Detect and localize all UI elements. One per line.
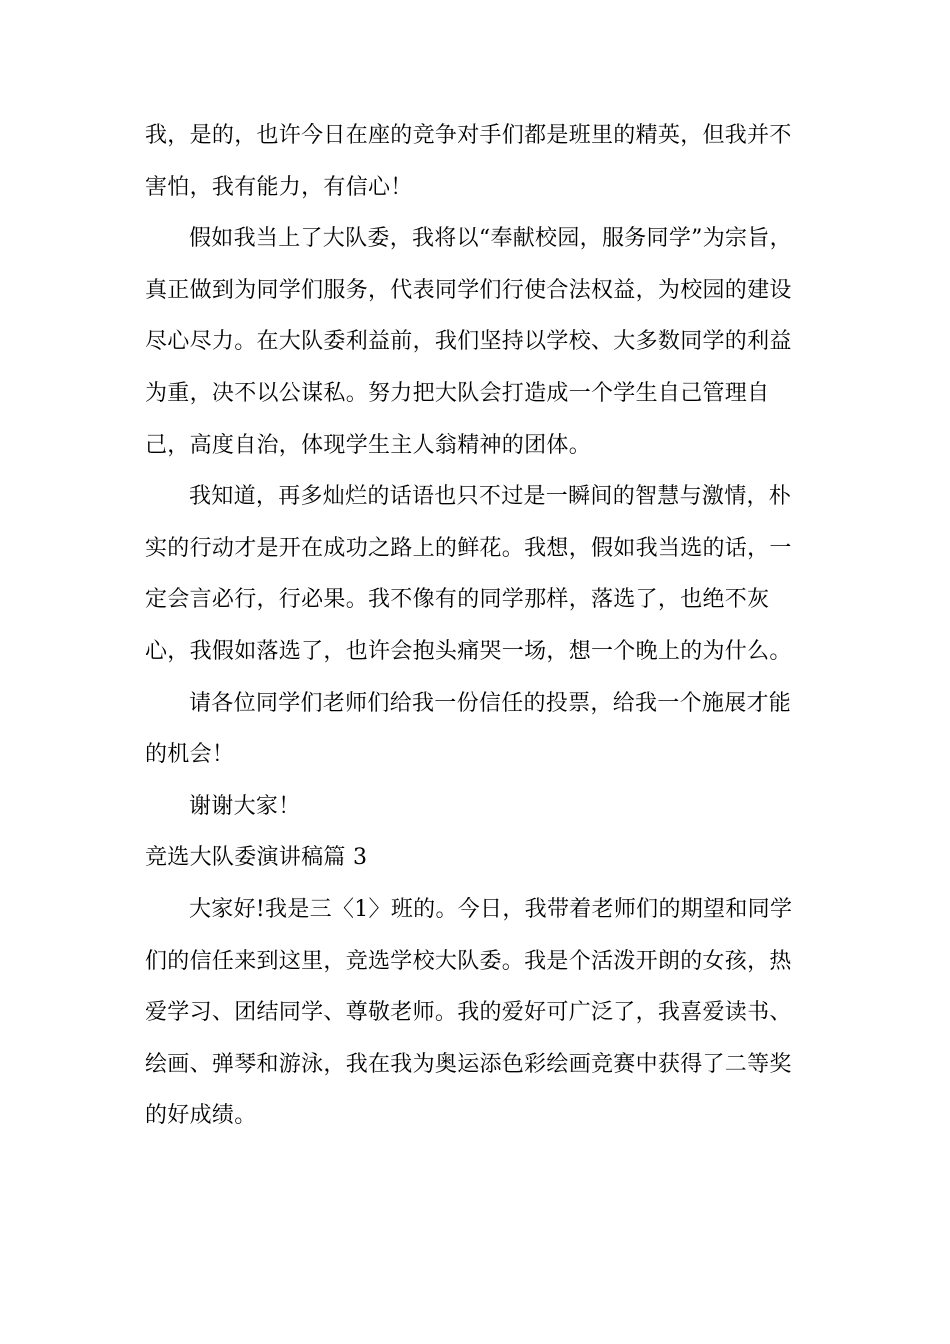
text-line: 谢谢大家！ xyxy=(189,793,301,819)
text-line: 大家好!我是三〈1〉班的。今日，我带着老师们的期望和同学 xyxy=(189,896,793,922)
text-line: 实的行动才是开在成功之路上的鲜花。我想，假如我当选的话，一 xyxy=(145,535,792,561)
text-line: 们的信任来到这里，竞选学校大队委。我是个活泼开朗的女孩，热 xyxy=(145,948,792,974)
text-line: 定会言必行，行必果。我不像有的同学那样，落选了，也绝不灰 xyxy=(145,587,770,613)
text-line: 的好成绩。 xyxy=(145,1103,257,1129)
text-line: 为重，决不以公谋私。努力把大队会打造成一个学生自己管理自 xyxy=(145,380,770,406)
text-line: 爱学习、团结同学、尊敬老师。我的爱好可广泛了，我喜爱读书、 xyxy=(145,1000,792,1026)
text-line: 害怕，我有能力，有信心！ xyxy=(145,174,413,200)
text-line: 我知道，再多灿烂的话语也只不过是一瞬间的智慧与激情，朴 xyxy=(189,484,792,510)
text-line: 心，我假如落选了，也许会抱头痛哭一场，想一个晚上的为什么。 xyxy=(145,638,792,664)
text-line: 假如我当上了大队委，我将以“奉献校园，服务同学”为宗旨， xyxy=(189,226,792,252)
document-body xyxy=(145,110,795,1142)
text-line: 的机会！ xyxy=(145,742,235,768)
text-line: 请各位同学们老师们给我一份信任的投票，给我一个施展才能 xyxy=(189,690,792,716)
text-line: 我，是的，也许今日在座的竞争对手们都是班里的精英，但我并不 xyxy=(145,123,792,148)
text-line: 竞选大队委演讲稿篇 3 xyxy=(145,845,368,871)
text-line: 绘画、弹琴和游泳，我在我为奥运添色彩绘画竞赛中获得了二等奖 xyxy=(145,1051,792,1077)
text-line: 真正做到为同学们服务，代表同学们行使合法权益，为校园的建设 xyxy=(145,277,792,303)
text-line: 己，高度自治，体现学生主人翁精神的团体。 xyxy=(145,432,592,458)
text-line: 尽心尽力。在大队委利益前，我们坚持以学校、大多数同学的利益 xyxy=(145,329,792,355)
